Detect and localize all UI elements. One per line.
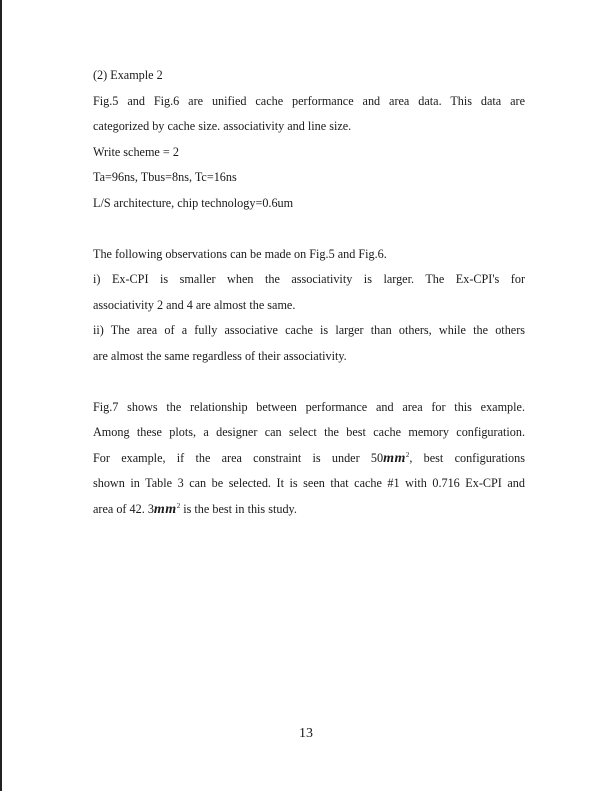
text-segment: area of (93, 501, 130, 516)
text-segment: For example, if the area constraint is under (93, 450, 371, 465)
paragraph-line-best-area (93, 497, 525, 523)
paragraph-line: shown in Table 3 can be selected. It is seen that cache #1 with 0.716 Ex-CPI and (93, 476, 525, 490)
paragraph-line-area-constraint (93, 446, 525, 472)
paragraph-line: Among these plots, a designer can select the best cache memory configuration. (93, 425, 525, 439)
unit-exponent: 2 (176, 501, 181, 510)
paragraph-gap (93, 216, 525, 242)
paragraph-line: categorized by cache size. associativity and line size. (93, 119, 352, 133)
paragraph-gap (93, 369, 525, 395)
section-heading: (2) Example 2 (93, 68, 163, 82)
observation-item-1: i) Ex-CPI is smaller when the associativity is larger. The Ex-CPI's for (93, 272, 525, 286)
text-segment: , best configurations (409, 450, 525, 465)
area-value: 50 (370, 450, 384, 465)
area-value: 42. 3 (129, 501, 154, 516)
unit-mm: mm (153, 501, 177, 517)
paragraph-line: Fig.5 and Fig.6 are unified cache performance and area data. This data are (93, 93, 525, 108)
observations-intro: The following observations can be made on Fig.5 and Fig.6. (93, 246, 387, 261)
text-segment: is the best in this study. (180, 501, 297, 516)
page-number: 13 (299, 726, 313, 741)
timings-line: Ta=96ns, Tbus=8ns, Tc=16ns (93, 170, 237, 184)
write-scheme-line: Write scheme = 2 (93, 144, 179, 159)
observation-item-2: ii) The area of a fully associative cache is larger than others, while the others (93, 323, 525, 337)
unit-mm: mm (383, 450, 406, 466)
page-left-edge (0, 0, 2, 791)
document-body (93, 63, 525, 522)
paragraph-line: Fig.7 shows the relationship between performance and area for this example. (93, 399, 525, 414)
unit-exponent: 2 (405, 450, 410, 459)
observation-item-2-cont: are almost the same regardless of their associativity. (93, 348, 347, 363)
architecture-line: L/S architecture, chip technology=0.6um (93, 195, 294, 210)
observation-item-1-cont: associativity 2 and 4 are almost the same. (93, 297, 296, 312)
